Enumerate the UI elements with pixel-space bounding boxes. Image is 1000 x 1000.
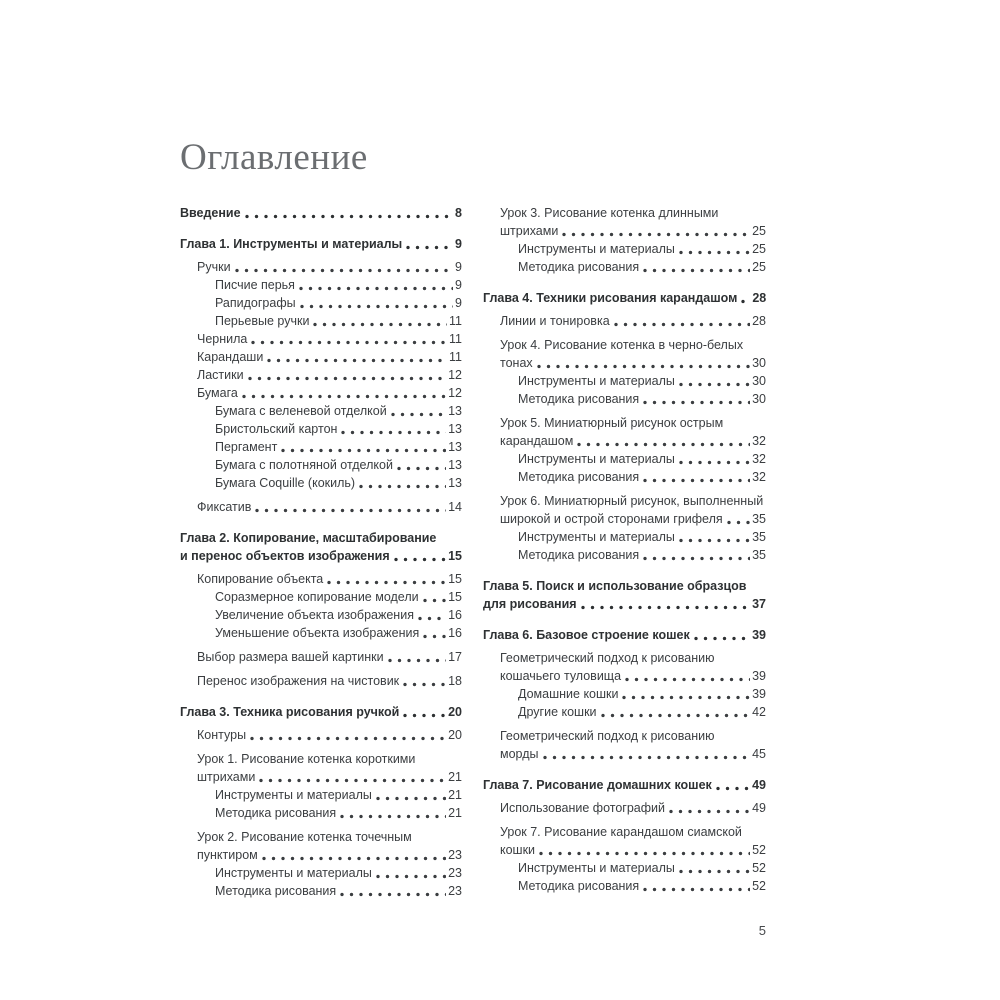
toc-entry-section (180, 726, 462, 744)
toc-entry-sub (483, 528, 766, 546)
toc-entry-row (180, 703, 462, 721)
dot-leader (724, 510, 750, 528)
dot-leader (622, 667, 750, 685)
toc-entry-label: Инструменты и материалы (215, 866, 372, 880)
dot-leader (676, 528, 750, 546)
toc-entry-label: кошки (500, 843, 536, 857)
toc-entry-row (500, 432, 766, 450)
toc-entry-page-number: 16 (448, 608, 462, 622)
toc-entry-chapter (483, 289, 766, 307)
toc-entry-chapter (180, 529, 462, 565)
toc-entry-page-number: 9 (455, 296, 462, 310)
toc-entry-page-number: 42 (752, 705, 766, 719)
toc-entry-page-number: 13 (448, 458, 462, 472)
toc-entry-row (518, 240, 766, 258)
dot-leader (676, 240, 750, 258)
toc-entry-section (180, 672, 462, 690)
toc-entry-page-number: 12 (448, 368, 462, 382)
toc-entry-row (197, 768, 462, 786)
toc-entry-label-line: Глава 5. Поиск и использование образцов (483, 579, 747, 593)
toc-entry-page-number: 9 (455, 278, 462, 292)
dot-leader (400, 672, 446, 690)
toc-entry-page-number: 32 (752, 452, 766, 466)
toc-entry-page-number: 13 (448, 404, 462, 418)
dot-leader (676, 859, 750, 877)
toc-entry-label: Введение (180, 206, 241, 220)
toc-entry-row (215, 420, 462, 438)
toc-entry-sub (483, 468, 766, 486)
toc-entry-label: Выбор размера вашей картинки (197, 650, 384, 664)
dot-leader (391, 547, 446, 565)
dot-leader (578, 595, 751, 613)
toc-entry-row (518, 450, 766, 468)
toc-entry-page-number: 37 (752, 597, 766, 611)
toc-entry-label-line: Урок 3. Рисование котенка длинными (500, 206, 719, 220)
dot-leader (400, 703, 446, 721)
toc-entry-page-number: 49 (752, 801, 766, 815)
toc-entry-label: Глава 7. Рисование домашних кошек (483, 778, 712, 792)
toc-entry-row (483, 595, 766, 613)
toc-entry-page-number: 30 (752, 356, 766, 370)
toc-entry-section (483, 312, 766, 330)
toc-entry-page-number: 30 (752, 374, 766, 388)
dot-leader (324, 570, 446, 588)
toc-entry-section (180, 384, 462, 402)
toc-entry-section (180, 330, 462, 348)
toc-entry-sub (180, 624, 462, 642)
toc-entry-page-number: 30 (752, 392, 766, 406)
toc-entry-page-number: 32 (752, 470, 766, 484)
toc-entry-label: Чернила (197, 332, 248, 346)
toc-entry-row (197, 384, 462, 402)
toc-columns (180, 204, 1000, 900)
dot-leader (373, 864, 446, 882)
dot-leader (252, 498, 446, 516)
toc-entry-row (215, 438, 462, 456)
toc-entry-sub (180, 882, 462, 900)
dot-leader (574, 432, 750, 450)
toc-entry-label: Копирование объекта (197, 572, 324, 586)
toc-entry-page-number: 25 (752, 242, 766, 256)
toc-entry-row (518, 258, 766, 276)
toc-entry-chapter (180, 703, 462, 721)
toc-entry-row (518, 528, 766, 546)
toc-entry-row (215, 312, 462, 330)
toc-entry-label: Соразмерное копирование модели (215, 590, 419, 604)
toc-entry-label: пунктиром (197, 848, 258, 862)
toc-entry-label-line: Урок 1. Рисование котенка короткими (197, 752, 416, 766)
toc-entry-label: Инструменты и материалы (518, 861, 675, 875)
toc-entry-row (180, 204, 462, 222)
dot-leader (415, 606, 446, 624)
toc-entry-row (500, 667, 766, 685)
toc-entry-sub (483, 240, 766, 258)
toc-entry-page-number: 49 (752, 778, 766, 792)
toc-entry-label: кошачьего туловища (500, 669, 622, 683)
toc-entry-row (500, 841, 766, 859)
toc-entry-chapter (180, 204, 462, 222)
dot-leader (713, 776, 750, 794)
toc-entry-label: Глава 6. Базовое строение кошек (483, 628, 690, 642)
toc-entry-sub (483, 450, 766, 468)
toc-entry-sub (180, 786, 462, 804)
dot-leader (640, 877, 750, 895)
dot-leader (394, 456, 446, 474)
toc-entry-row (197, 648, 462, 666)
toc-entry-label-line: Урок 6. Миниатюрный рисунок, выполненный (500, 494, 764, 508)
toc-entry-row (483, 626, 766, 644)
toc-entry-section (483, 649, 766, 685)
toc-entry-sub (180, 456, 462, 474)
toc-entry-label: Инструменты и материалы (215, 788, 372, 802)
dot-leader (297, 294, 453, 312)
toc-entry-row (180, 547, 462, 565)
toc-entry-page-number: 17 (448, 650, 462, 664)
dot-leader (337, 882, 446, 900)
toc-entry-label: Домашние кошки (518, 687, 619, 701)
toc-entry-label: Инструменты и материалы (518, 530, 675, 544)
toc-entry-row (180, 235, 462, 253)
toc-entry-label: Бумага (197, 386, 238, 400)
toc-entry-row (197, 348, 462, 366)
toc-entry-row (197, 366, 462, 384)
toc-entry-sub (180, 588, 462, 606)
toc-entry-label-line: Глава 2. Копирование, масштабирование (180, 531, 437, 545)
dot-leader (242, 204, 453, 222)
dot-leader (248, 330, 447, 348)
toc-entry-row (500, 745, 766, 763)
toc-entry-page-number: 23 (448, 866, 462, 880)
toc-entry-section (483, 492, 766, 528)
toc-entry-row (518, 546, 766, 564)
toc-entry-sub (180, 402, 462, 420)
toc-entry-label: Глава 1. Инструменты и материалы (180, 237, 403, 251)
toc-entry-row (518, 859, 766, 877)
toc-entry-page-number: 52 (752, 879, 766, 893)
toc-entry-section (180, 648, 462, 666)
dot-leader (337, 804, 446, 822)
toc-entry-row (215, 624, 462, 642)
toc-entry-label: Ручки (197, 260, 231, 274)
toc-entry-row (518, 390, 766, 408)
toc-entry-section (483, 336, 766, 372)
dot-leader (247, 726, 446, 744)
dot-leader (536, 841, 750, 859)
toc-entry-label: Фиксатив (197, 500, 252, 514)
toc-entry-label-line: Урок 5. Миниатюрный рисунок острым (500, 416, 724, 430)
toc-entry-label: штрихами (500, 224, 559, 238)
toc-entry-page-number: 15 (448, 572, 462, 586)
toc-entry-page-number: 11 (449, 332, 462, 346)
toc-entry-chapter (483, 626, 766, 644)
toc-entry-row (197, 258, 462, 276)
toc-entry-label: Перенос изображения на чистовик (197, 674, 400, 688)
toc-entry-label: Методика рисования (518, 470, 640, 484)
toc-entry-label: Перьевые ручки (215, 314, 310, 328)
toc-entry-sub (180, 474, 462, 492)
toc-entry-label: Бумага с полотняной отделкой (215, 458, 393, 472)
toc-entry-section (180, 366, 462, 384)
dot-leader (239, 384, 446, 402)
toc-entry-sub (483, 372, 766, 390)
dot-leader (338, 420, 446, 438)
toc-entry-sub (483, 685, 766, 703)
dot-leader (310, 312, 447, 330)
toc-entry-label: Бумага Coquille (кокиль) (215, 476, 356, 490)
toc-entry-label: Инструменты и материалы (518, 374, 675, 388)
toc-entry-sub (180, 420, 462, 438)
toc-entry-page-number: 21 (448, 770, 462, 784)
toc-entry-page-number: 28 (752, 291, 767, 305)
dot-leader (640, 468, 750, 486)
toc-entry-row (215, 864, 462, 882)
dot-leader (540, 745, 751, 763)
toc-entry-row (500, 222, 766, 240)
dot-leader (420, 624, 446, 642)
toc-entry-section (180, 750, 462, 786)
toc-entry-label: Глава 4. Техники рисования карандашом (483, 291, 738, 305)
toc-entry-section (180, 348, 462, 366)
dot-leader (403, 235, 453, 253)
toc-entry-section (483, 799, 766, 817)
toc-entry-page-number: 21 (448, 788, 462, 802)
toc-column-1 (180, 204, 462, 900)
toc-entry-sub (483, 390, 766, 408)
toc-entry-section (180, 258, 462, 276)
toc-entry-page-number: 28 (752, 314, 766, 328)
toc-entry-sub (180, 864, 462, 882)
toc-entry-label: Писчие перья (215, 278, 295, 292)
toc-entry-label: Бристольский картон (215, 422, 338, 436)
dot-leader (385, 648, 446, 666)
dot-leader (356, 474, 446, 492)
dot-leader (640, 390, 750, 408)
toc-entry-row (215, 474, 462, 492)
toc-entry-row (518, 685, 766, 703)
toc-entry-page-number: 35 (752, 548, 766, 562)
toc-entry-label: Другие кошки (518, 705, 597, 719)
toc-entry-sub (180, 276, 462, 294)
toc-entry-page-number: 8 (455, 206, 462, 220)
toc-entry-row (215, 882, 462, 900)
toc-entry-row (197, 570, 462, 588)
toc-entry-label: Методика рисования (518, 548, 640, 562)
toc-entry-row (518, 877, 766, 895)
toc-entry-row (500, 799, 766, 817)
toc-entry-label: Инструменты и материалы (518, 242, 675, 256)
toc-entry-label: Ластики (197, 368, 244, 382)
page-title: Оглавление (180, 137, 368, 178)
toc-entry-label: и перенос объектов изображения (180, 549, 390, 563)
toc-entry-page-number: 20 (448, 705, 462, 719)
toc-column-2 (483, 204, 766, 900)
toc-entry-row (197, 498, 462, 516)
toc-entry-label: Методика рисования (518, 260, 640, 274)
toc-entry-page-number: 25 (752, 260, 766, 274)
dot-leader (640, 258, 750, 276)
toc-entry-sub (180, 804, 462, 822)
toc-entry-page-number: 21 (448, 806, 462, 820)
toc-entry-label: Инструменты и материалы (518, 452, 675, 466)
dot-leader (738, 289, 750, 307)
toc-entry-page-number: 18 (448, 674, 462, 688)
toc-entry-page-number: 13 (448, 440, 462, 454)
toc-entry-row (500, 510, 766, 528)
toc-entry-page-number: 11 (449, 314, 462, 328)
toc-entry-row (197, 330, 462, 348)
toc-entry-section (483, 823, 766, 859)
toc-entry-row (215, 588, 462, 606)
toc-entry-label: Пергамент (215, 440, 278, 454)
toc-entry-label-line: Геометрический подход к рисованию (500, 729, 715, 743)
toc-entry-chapter (483, 776, 766, 794)
toc-entry-page-number: 9 (455, 260, 462, 274)
toc-entry-sub (483, 859, 766, 877)
toc-entry-label: Методика рисования (215, 806, 337, 820)
toc-entry-row (215, 804, 462, 822)
toc-entry-page-number: 52 (752, 843, 766, 857)
toc-entry-page-number: 25 (752, 224, 766, 238)
toc-entry-section (180, 828, 462, 864)
toc-entry-label: Бумага с веленевой отделкой (215, 404, 387, 418)
toc-entry-label-line: Урок 4. Рисование котенка в черно-белых (500, 338, 744, 352)
toc-entry-page-number: 20 (448, 728, 462, 742)
toc-entry-row (518, 372, 766, 390)
toc-entry-page-number: 13 (448, 422, 462, 436)
toc-entry-page-number: 14 (448, 500, 462, 514)
toc-entry-label: Использование фотографий (500, 801, 666, 815)
toc-entry-page-number: 15 (448, 549, 462, 563)
toc-entry-label: Карандаши (197, 350, 264, 364)
toc-entry-page-number: 35 (752, 530, 766, 544)
toc-entry-sub (483, 877, 766, 895)
toc-entry-label: Увеличение объекта изображения (215, 608, 414, 622)
toc-entry-row (518, 468, 766, 486)
toc-entry-label-line: Урок 2. Рисование котенка точечным (197, 830, 412, 844)
toc-entry-sub (483, 258, 766, 276)
toc-entry-label-line: Геометрический подход к рисованию (500, 651, 715, 665)
toc-entry-page-number: 39 (752, 669, 766, 683)
toc-entry-chapter (483, 577, 766, 613)
toc-entry-label: Линии и тонировка (500, 314, 610, 328)
dot-leader (619, 685, 750, 703)
toc-entry-label: Методика рисования (518, 879, 640, 893)
toc-entry-page-number: 23 (448, 848, 462, 862)
toc-entry-label-line: Урок 7. Рисование карандашом сиамской (500, 825, 742, 839)
toc-entry-row (500, 354, 766, 372)
dot-leader (534, 354, 750, 372)
toc-entry-label: Глава 3. Техника рисования ручкой (180, 705, 400, 719)
dot-leader (264, 348, 447, 366)
toc-entry-row (197, 726, 462, 744)
toc-entry-page-number: 12 (448, 386, 462, 400)
dot-leader (373, 786, 446, 804)
toc-entry-section (483, 727, 766, 763)
toc-entry-page-number: 39 (752, 628, 766, 642)
toc-entry-label: Контуры (197, 728, 247, 742)
toc-entry-page-number: 23 (448, 884, 462, 898)
dot-leader (666, 799, 750, 817)
toc-entry-row (483, 776, 766, 794)
dot-leader (278, 438, 446, 456)
page-number: 5 (758, 923, 766, 938)
toc-entry-label: морды (500, 747, 539, 761)
toc-entry-page-number: 13 (448, 476, 462, 490)
toc-entry-chapter (180, 235, 462, 253)
toc-entry-page-number: 9 (455, 237, 462, 251)
toc-entry-sub (180, 312, 462, 330)
toc-entry-page-number: 35 (752, 512, 766, 526)
dot-leader (611, 312, 750, 330)
toc-entry-section (483, 414, 766, 450)
toc-entry-page-number: 52 (752, 861, 766, 875)
toc-entry-label: тонах (500, 356, 533, 370)
toc-entry-label: Уменьшение объекта изображения (215, 626, 420, 640)
toc-entry-section (180, 570, 462, 588)
toc-entry-label: Методика рисования (518, 392, 640, 406)
dot-leader (559, 222, 750, 240)
toc-entry-row (215, 402, 462, 420)
toc-entry-page-number: 39 (752, 687, 766, 701)
toc-entry-sub (180, 606, 462, 624)
dot-leader (296, 276, 453, 294)
toc-entry-row (197, 846, 462, 864)
toc-entry-label: для рисования (483, 597, 577, 611)
toc-entry-row (483, 289, 766, 307)
dot-leader (676, 450, 750, 468)
dot-leader (420, 588, 446, 606)
toc-entry-label: Методика рисования (215, 884, 337, 898)
toc-entry-sub (483, 546, 766, 564)
toc-entry-page-number: 32 (752, 434, 766, 448)
toc-entry-sub (180, 438, 462, 456)
toc-entry-row (197, 672, 462, 690)
dot-leader (691, 626, 750, 644)
dot-leader (676, 372, 750, 390)
dot-leader (245, 366, 447, 384)
toc-entry-row (215, 786, 462, 804)
toc-entry-label: штрихами (197, 770, 256, 784)
toc-entry-page-number: 15 (448, 590, 462, 604)
toc-entry-label: карандашом (500, 434, 574, 448)
dot-leader (598, 703, 751, 721)
toc-entry-sub (483, 703, 766, 721)
dot-leader (259, 846, 446, 864)
toc-entry-label: Рапидографы (215, 296, 296, 310)
toc-entry-page-number: 45 (752, 747, 766, 761)
dot-leader (232, 258, 453, 276)
toc-entry-row (215, 294, 462, 312)
dot-leader (640, 546, 750, 564)
toc-entry-section (180, 498, 462, 516)
dot-leader (256, 768, 446, 786)
dot-leader (388, 402, 446, 420)
toc-entry-sub (180, 294, 462, 312)
toc-entry-row (215, 276, 462, 294)
toc-entry-page-number: 16 (448, 626, 462, 640)
toc-entry-label: широкой и острой сторонами грифеля (500, 512, 723, 526)
toc-entry-row (500, 312, 766, 330)
toc-entry-row (215, 606, 462, 624)
toc-entry-page-number: 11 (449, 350, 462, 364)
toc-entry-section (483, 204, 766, 240)
toc-entry-row (215, 456, 462, 474)
toc-entry-row (518, 703, 766, 721)
